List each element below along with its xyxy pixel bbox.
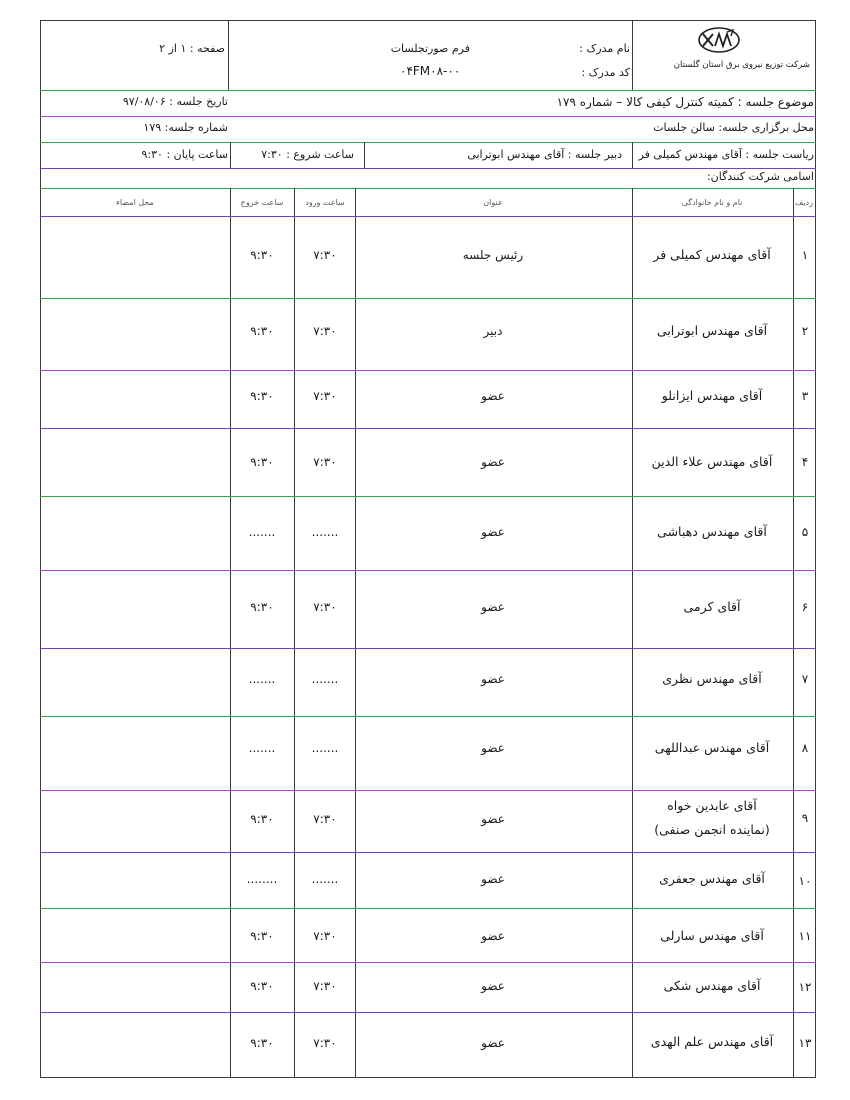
- participant-title: عضو: [481, 525, 505, 539]
- row-line: [40, 908, 816, 909]
- row-number: ۲: [801, 324, 809, 338]
- row-number: ۶: [801, 600, 809, 614]
- row-line: [40, 716, 816, 717]
- col-line-exit: [230, 188, 231, 1078]
- participant-title: عضو: [481, 1036, 505, 1050]
- row-number: ۱۰: [798, 874, 812, 888]
- row-line: [40, 428, 816, 429]
- chair-divider: [632, 142, 633, 168]
- participant-name: آقای مهندس ایزانلو: [661, 388, 763, 403]
- row-number: ۱: [801, 248, 809, 262]
- header-row-num: ردیف: [795, 198, 813, 207]
- participant-title: عضو: [481, 389, 505, 403]
- entry-time: ۷:۳۰: [313, 929, 337, 943]
- participant-title: عضو: [481, 672, 505, 686]
- entry-time: ۷:۳۰: [313, 812, 337, 826]
- row-line: [40, 298, 816, 299]
- participant-name: آقای کرمی: [683, 599, 741, 614]
- secretary-divider: [364, 142, 365, 168]
- participant-title: عضو: [481, 812, 505, 826]
- header-name: نام و نام خانوادگی: [681, 198, 743, 207]
- meeting-number: شماره جلسه: ۱۷۹: [143, 121, 228, 134]
- participant-name: آقای مهندس کمیلی فر: [653, 247, 771, 262]
- participants-title: اسامی شرکت کنندگان:: [706, 170, 814, 183]
- table-header-line: [40, 216, 816, 217]
- exit-time: ۹:۳۰: [250, 929, 274, 943]
- row-line: [40, 648, 816, 649]
- meeting-end: ساعت پایان : ۹:۳۰: [141, 148, 228, 161]
- row-number: ۸: [801, 741, 809, 755]
- participant-name: آقای مهندس دهباشی: [657, 524, 767, 539]
- company-name: شرکت توزیع نیروی برق استان گلستان: [673, 60, 810, 70]
- entry-time: ۷:۳۰: [313, 600, 337, 614]
- header-divider-left: [228, 20, 229, 90]
- exit-time: ۹:۳۰: [250, 1036, 274, 1050]
- col-line-entry: [294, 188, 295, 1078]
- entry-time: ۷:۳۰: [313, 1036, 337, 1050]
- exit-time: ۹:۳۰: [250, 979, 274, 993]
- meeting-subject: موضوع جلسه : کمیته کنترل کیفی کالا – شماره ۱۷۹: [556, 95, 814, 109]
- participant-name: آقای مهندس ابوترابی: [656, 323, 768, 338]
- participant-title: عضو: [481, 455, 505, 469]
- exit-time: ۹:۳۰: [250, 389, 274, 403]
- row-line: [40, 1012, 816, 1013]
- entry-time: .......: [311, 525, 339, 539]
- exit-time: ۹:۳۰: [250, 324, 274, 338]
- participant-title: عضو: [481, 979, 505, 993]
- doc-code-value: ۰۴FM۰۸-۰۰: [400, 64, 461, 78]
- col-line-row: [793, 188, 794, 1078]
- chair-row-line: [40, 168, 816, 169]
- row-number: ۱۲: [798, 980, 812, 994]
- participant-name: آقای مهندس سارلی: [660, 928, 764, 943]
- meeting-location: محل برگزاری جلسه: سالن جلسات: [653, 121, 814, 134]
- participant-title: عضو: [481, 872, 505, 886]
- entry-time: ۷:۳۰: [313, 248, 337, 262]
- participant-name: آقای مهندس شکی: [663, 978, 761, 993]
- doc-name-label: نام مدرک :: [579, 42, 630, 55]
- exit-time: .......: [248, 672, 276, 686]
- participant-name: آقای مهندس نظری: [662, 671, 762, 686]
- col-line-name: [632, 188, 633, 1078]
- participant-name: آقای مهندس علم الهدی: [650, 1034, 774, 1049]
- participant-affiliation: (نماینده انجمن صنفی): [654, 822, 770, 837]
- exit-time: ۹:۳۰: [250, 600, 274, 614]
- entry-time: .......: [311, 741, 339, 755]
- header-signature: محل امضاء: [116, 198, 154, 207]
- col-line-title: [355, 188, 356, 1078]
- row-line: [40, 496, 816, 497]
- participant-title: رئیس جلسه: [462, 248, 524, 262]
- row-number: ۳: [801, 389, 809, 403]
- meeting-date: تاریخ جلسه : ۹۷/۰۸/۰۶: [122, 95, 228, 108]
- entry-time: ۷:۳۰: [313, 324, 337, 338]
- meeting-secretary: دبیر جلسه : آقای مهندس ابوترابی: [467, 148, 622, 161]
- entry-time: ۷:۳۰: [313, 455, 337, 469]
- entry-time: ۷:۳۰: [313, 389, 337, 403]
- page-indicator: صفحه : ۱ از ۲: [159, 42, 225, 55]
- exit-time: ۹:۳۰: [250, 812, 274, 826]
- exit-time: ۹:۳۰: [250, 455, 274, 469]
- location-row-line: [40, 142, 816, 143]
- row-number: ۱۳: [798, 1036, 812, 1050]
- entry-time: .......: [311, 672, 339, 686]
- row-line: [40, 790, 816, 791]
- meeting-chair: ریاست جلسه : آقای مهندس کمیلی فر: [638, 148, 814, 161]
- participant-name: آقای عابدین خواه: [667, 798, 757, 813]
- participant-name: آقای مهندس عبداللهی: [654, 740, 770, 755]
- participant-title: عضو: [481, 929, 505, 943]
- exit-time: ۹:۳۰: [250, 248, 274, 262]
- participant-title: دبیر: [483, 324, 503, 338]
- participant-title: عضو: [481, 600, 505, 614]
- participant-name: آقای مهندس علاء الدین: [651, 454, 773, 469]
- row-number: ۵: [801, 525, 809, 539]
- row-line: [40, 370, 816, 371]
- exit-time: .......: [248, 525, 276, 539]
- start-divider: [230, 142, 231, 168]
- participant-name: آقای مهندس جعفری: [659, 871, 765, 886]
- company-logo-icon: [697, 26, 741, 54]
- row-number: ۱۱: [798, 929, 812, 943]
- row-number: ۷: [801, 672, 809, 686]
- meeting-start: ساعت شروع : ۷:۳۰: [261, 148, 354, 161]
- participants-line: [40, 188, 816, 189]
- row-number: ۹: [801, 811, 809, 825]
- row-line: [40, 852, 816, 853]
- header-bottom-line: [40, 90, 816, 91]
- entry-time: .......: [311, 872, 339, 886]
- header-title: عنوان: [483, 198, 503, 207]
- entry-time: ۷:۳۰: [313, 979, 337, 993]
- participant-title: عضو: [481, 741, 505, 755]
- header-divider-right: [632, 20, 633, 90]
- row-line: [40, 962, 816, 963]
- exit-time: ........: [246, 872, 278, 886]
- row-line: [40, 570, 816, 571]
- exit-time: .......: [248, 741, 276, 755]
- row-number: ۴: [801, 455, 809, 469]
- doc-code-label: کد مدرک :: [581, 66, 630, 79]
- form-frame: [40, 20, 816, 1078]
- doc-name-value: فرم صورتجلسات: [390, 42, 470, 55]
- header-entry: ساعت ورود: [305, 198, 345, 207]
- header-exit: ساعت خروج: [240, 198, 284, 207]
- subject-row-line: [40, 116, 816, 117]
